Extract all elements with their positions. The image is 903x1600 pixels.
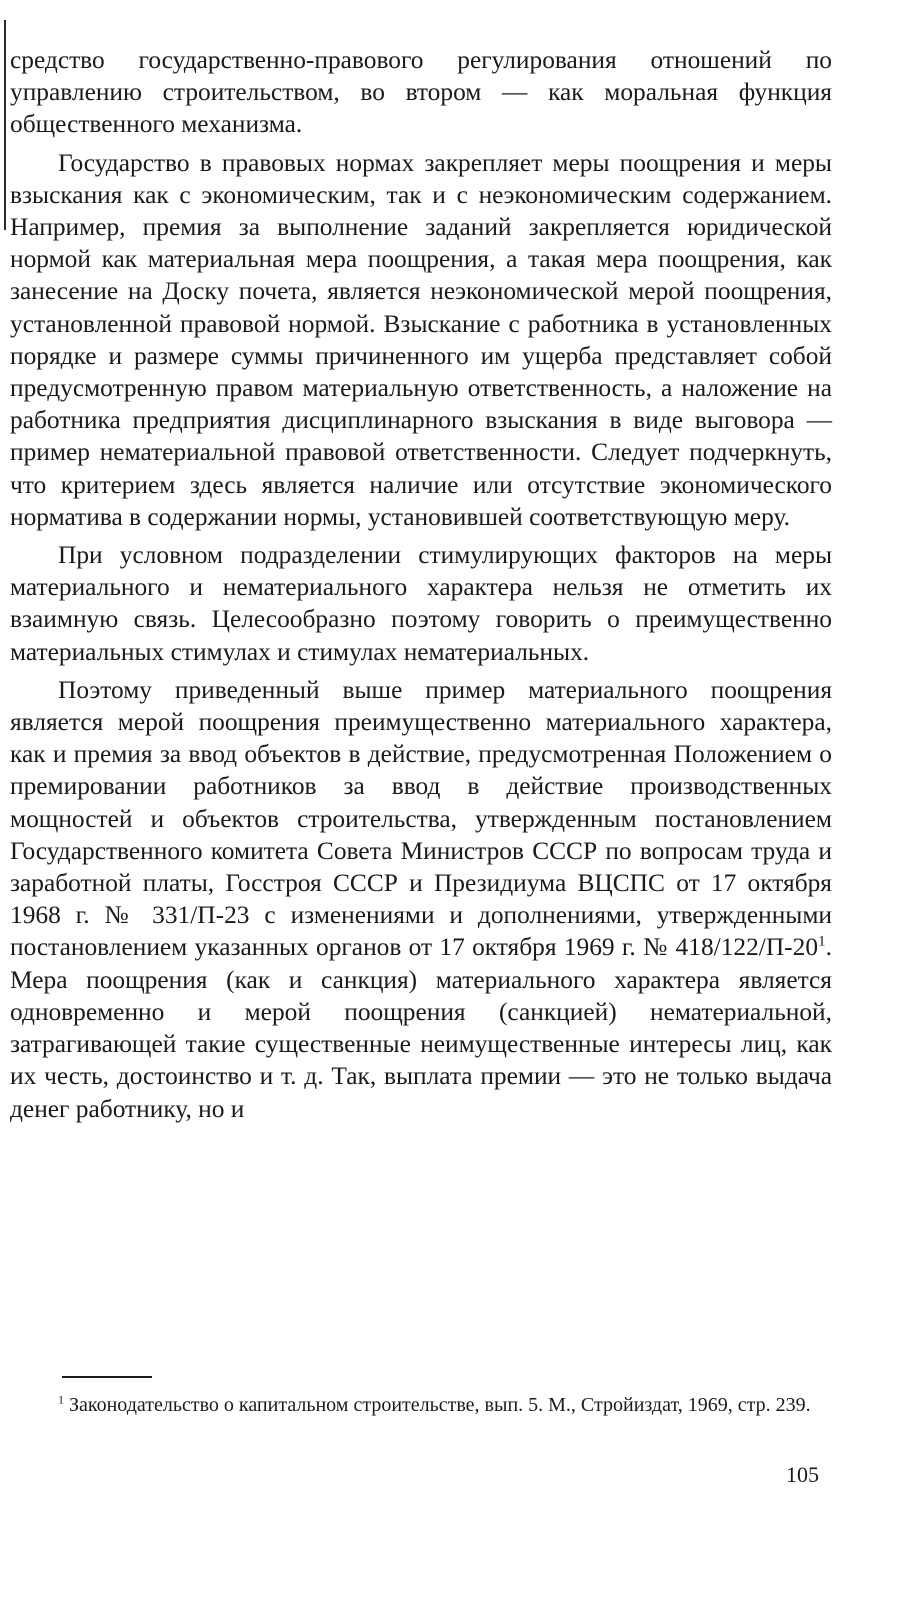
footnote (10, 1392, 832, 1419)
paragraph-4 (10, 674, 832, 1125)
paragraph-1: средство государственно-правового регулирования отношений по управлению строительством, во втором — как моральная функция общественного механизма. (10, 46, 832, 139)
paragraph-3: При условном подразделении стимулирующих факторов на меры материального и нематериального характера нельзя не отметить их взаимную связь. Целесообразно поэтому говорить о преимущественно материальных стимулах и стимулах нематериальных. (10, 541, 832, 666)
page-body (10, 44, 832, 1131)
footnote-reference: 1 (818, 933, 826, 951)
footnote-divider (62, 1376, 152, 1378)
paragraph-4-text-before-ref: Поэтому приведенный выше пример материального поощрения является мерой поощрения преимущественно материального характера, как и премия за ввод объектов в действие, предусмотренная Положением о премировании работников за ввод в действие производственных мощностей и объектов строительства, утвержденным постановлением Государственного комитета Совета Министров СССР по вопросам труда и заработной платы, Госстроя СССР и Президиума ВЦСПС от 17 октября 1968 г. № 331/П-23 с изменениями и дополнениями, утвержденными постановлением указанных органов от 17 октября 1969 г. № 418/122/П-20 (10, 675, 832, 962)
paragraph-2: Государство в правовых нормах закрепляет меры поощрения и меры взыскания как с экономическим, так и с неэкономическим содержанием. Например, премия за выполнение заданий закрепляется юридической нормой как материальная мера поощрения, а такая мера поощрения, как занесение на Доску почета, является неэкономической мерой поощрения, установленной правовой нормой. Взыскание с работника в установленных порядке и размере суммы причиненного им ущерба представляет собой предусмотренную правом материальную ответственность, а наложение на работника предприятия дисциплинарного взыскания в виде выговора — пример нематериальной правовой ответственности. Следует подчеркнуть, что критерием здесь является наличие или отсутствие экономического норматива в содержании нормы, установившей соответствующую меру. (10, 148, 832, 531)
footnote-marker: 1 (58, 1392, 64, 1407)
scan-edge-mark (4, 20, 6, 230)
footnote-text: Законодательство о капитальном строительстве, вып. 5. М., Стройиздат, 1969, стр. 239. (64, 1394, 811, 1416)
paragraph-4-text-after-ref: . Мера поощрения (как и санкция) материального характера является одновременно и мерой поощрения (санкцией) нематериальной, затрагивающей такие существенные неимущественные интересы лиц, как их честь, достоинство и т. д. Так, выплата премии — это не только выдача денег работнику, но и (10, 933, 832, 1123)
page-number: 105 (786, 1462, 819, 1487)
